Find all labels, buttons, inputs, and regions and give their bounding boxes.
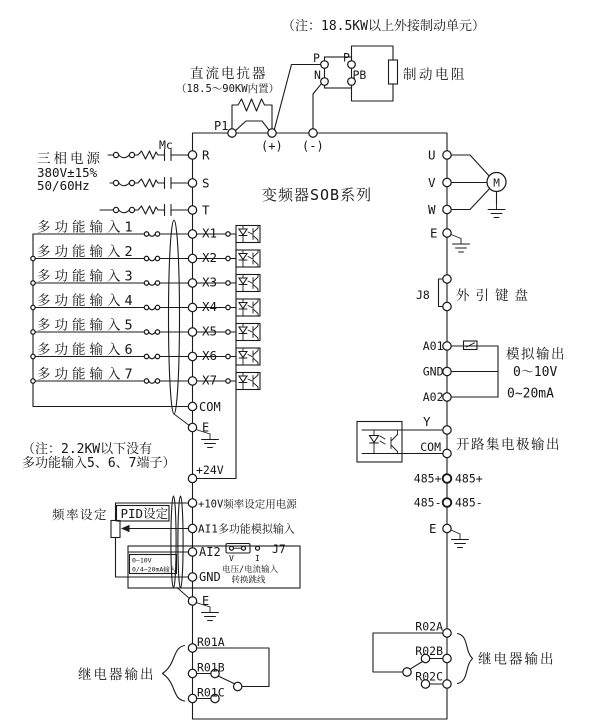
label-j7-v: V: [229, 554, 234, 563]
terminal-x6: [188, 352, 196, 360]
terminal-r01c: [188, 694, 196, 702]
label-x1: X1: [202, 225, 218, 241]
label-di-1: 多功能输入1: [37, 219, 137, 236]
label-x6: X6: [202, 348, 218, 363]
terminal-v: [443, 178, 451, 186]
label-analog-out: 模拟输出: [506, 346, 566, 363]
terminal-j8b: [443, 302, 451, 310]
label-u: U: [428, 147, 436, 163]
label-x5: X5: [202, 323, 218, 339]
label-j8: J8: [416, 288, 430, 302]
label-com: COM: [199, 400, 221, 414]
note-22kw-line2: 多功能输入5、6、7端子）: [22, 456, 176, 471]
label-power-freq: 50/60Hz: [37, 178, 90, 193]
terminal-r02a: [443, 629, 451, 637]
inverter-title: 变频器SOB系列: [262, 186, 373, 204]
label-freq-set: 频率设定: [52, 507, 109, 522]
label-r02c: R02C: [415, 669, 443, 684]
label-power-volt: 380V±15%: [37, 165, 98, 180]
terminal-w: [443, 205, 451, 213]
label-x2: X2: [202, 250, 218, 265]
label-brake-p-in: P: [313, 51, 320, 65]
label-r02a: R02A: [415, 619, 443, 634]
label-di-4: 多功能输入4: [37, 293, 137, 309]
label-j7-i: I: [255, 554, 260, 563]
terminal-com-right: [443, 449, 451, 457]
terminal-a01: [443, 342, 451, 350]
terminal-x2: [188, 254, 196, 262]
terminal-x7: [188, 377, 196, 385]
label-gnd-right: GND: [422, 364, 444, 379]
terminal-gnd-left: [188, 573, 196, 581]
label-relay1: 继电器输出: [78, 667, 156, 683]
terminal-e1: [188, 423, 196, 431]
label-di-6: 多功能输入6: [37, 342, 137, 358]
label-di-5: 多功能输入5: [37, 317, 137, 334]
label-motor-m: M: [493, 176, 500, 190]
label-x7: X7: [202, 372, 218, 388]
terminal-10v: [188, 499, 196, 507]
terminal-x5: [188, 328, 196, 336]
terminal-485p: [443, 474, 452, 483]
top-note: （注：18.5KW以上外接制动单元）: [282, 19, 485, 34]
label-a02: A02: [422, 390, 444, 404]
label-r01c: R01C: [197, 685, 225, 700]
terminal-u: [443, 151, 451, 159]
label-r01a: R01A: [197, 635, 225, 649]
label-analog-range1: 0～10V: [513, 365, 558, 380]
terminal-com: [188, 402, 196, 410]
label-a01: A01: [422, 339, 444, 353]
terminal-x4: [188, 303, 196, 311]
label-r02b: R02B: [415, 644, 443, 658]
label-t: T: [202, 202, 210, 218]
label-relay2: 继电器输出: [478, 651, 556, 668]
label-j7-line2: 转换跳线: [231, 575, 266, 586]
terminal-s: [188, 179, 196, 187]
label-ai2-range1: 0—10V: [132, 556, 152, 565]
label-power-name: 三相电源: [37, 151, 103, 167]
terminal-x3: [188, 279, 196, 287]
terminal-r01b: [188, 669, 196, 677]
terminal-gnd-right: [443, 367, 451, 375]
terminal-minus: [309, 129, 317, 137]
terminal-ai1: [188, 524, 196, 532]
label-r01b: R01B: [197, 660, 225, 675]
label-e4: E: [429, 521, 437, 536]
label-di-2: 多功能输入2: [37, 244, 137, 260]
label-open-collector: 开路集电极输出: [456, 437, 561, 453]
label-s: S: [202, 175, 210, 191]
label-485n-out: 485-: [455, 495, 483, 510]
label-brake-pb: PB: [352, 68, 367, 82]
terminal-plus: [268, 129, 276, 137]
label-plus: (+): [261, 139, 283, 153]
label-j7: J7: [272, 542, 286, 556]
label-x4: X4: [202, 299, 218, 314]
label-x3: X3: [202, 274, 218, 290]
label-brake-n-in: N: [314, 68, 321, 82]
label-di-7: 多功能输入7: [37, 366, 137, 383]
label-j7-line1: 电压/电流输入: [222, 565, 279, 575]
label-e1: E: [202, 420, 210, 435]
dc-reactor-sub: （18.5～90KW内置）: [176, 83, 280, 95]
label-ai2-range2: 0/4—20mA输入: [132, 565, 177, 574]
label-ai2: AI2: [199, 545, 221, 559]
label-brake-p-out: P: [343, 50, 350, 65]
label-r: R: [202, 147, 210, 163]
terminal-t: [188, 206, 196, 214]
label-485p-out: 485+: [455, 471, 483, 486]
terminal-r: [188, 151, 196, 159]
label-10v: +10V频率设定用电源: [198, 498, 297, 511]
label-com-right: COM: [420, 440, 441, 454]
terminal-ai2: [188, 548, 196, 556]
label-minus: (-): [302, 139, 324, 153]
label-ai1: AI1多功能模拟输入: [198, 522, 295, 536]
terminal-x1: [188, 230, 196, 238]
label-pid-set: PID设定: [120, 506, 169, 521]
note-22kw-line1: （注：2.2KW以下没有: [22, 442, 153, 457]
label-mc: Mc: [159, 138, 173, 152]
label-analog-range2: 0~20mA: [507, 386, 554, 402]
terminal-r01a: [188, 644, 196, 652]
label-gnd-left: GND: [199, 570, 221, 584]
label-y: Y: [423, 414, 431, 429]
terminal-485n: [443, 498, 452, 507]
terminal-y: [443, 426, 451, 434]
terminal-e3: [443, 229, 451, 237]
terminal-p1: [228, 129, 236, 137]
dc-reactor-title: 直流电抗器: [190, 66, 268, 82]
label-e2: E: [202, 594, 210, 608]
terminal-j8a: [443, 275, 451, 283]
label-brake-resistor: 制动电阻: [403, 67, 467, 83]
label-v: V: [428, 175, 436, 190]
label-e3: E: [430, 225, 438, 241]
terminal-r02b: [443, 654, 451, 662]
terminal-e4: [443, 524, 451, 532]
label-keypad: 外引键盘: [456, 288, 534, 304]
terminal-a02: [443, 393, 451, 401]
label-w: W: [428, 202, 436, 217]
terminal-r02c: [443, 680, 451, 688]
label-di-3: 多功能输入3: [37, 268, 137, 285]
label-485n-in: 485-: [413, 495, 442, 510]
label-485p-in: 485+: [413, 471, 442, 486]
label-p1: P1: [214, 119, 229, 133]
label-24v: +24V: [196, 463, 224, 477]
